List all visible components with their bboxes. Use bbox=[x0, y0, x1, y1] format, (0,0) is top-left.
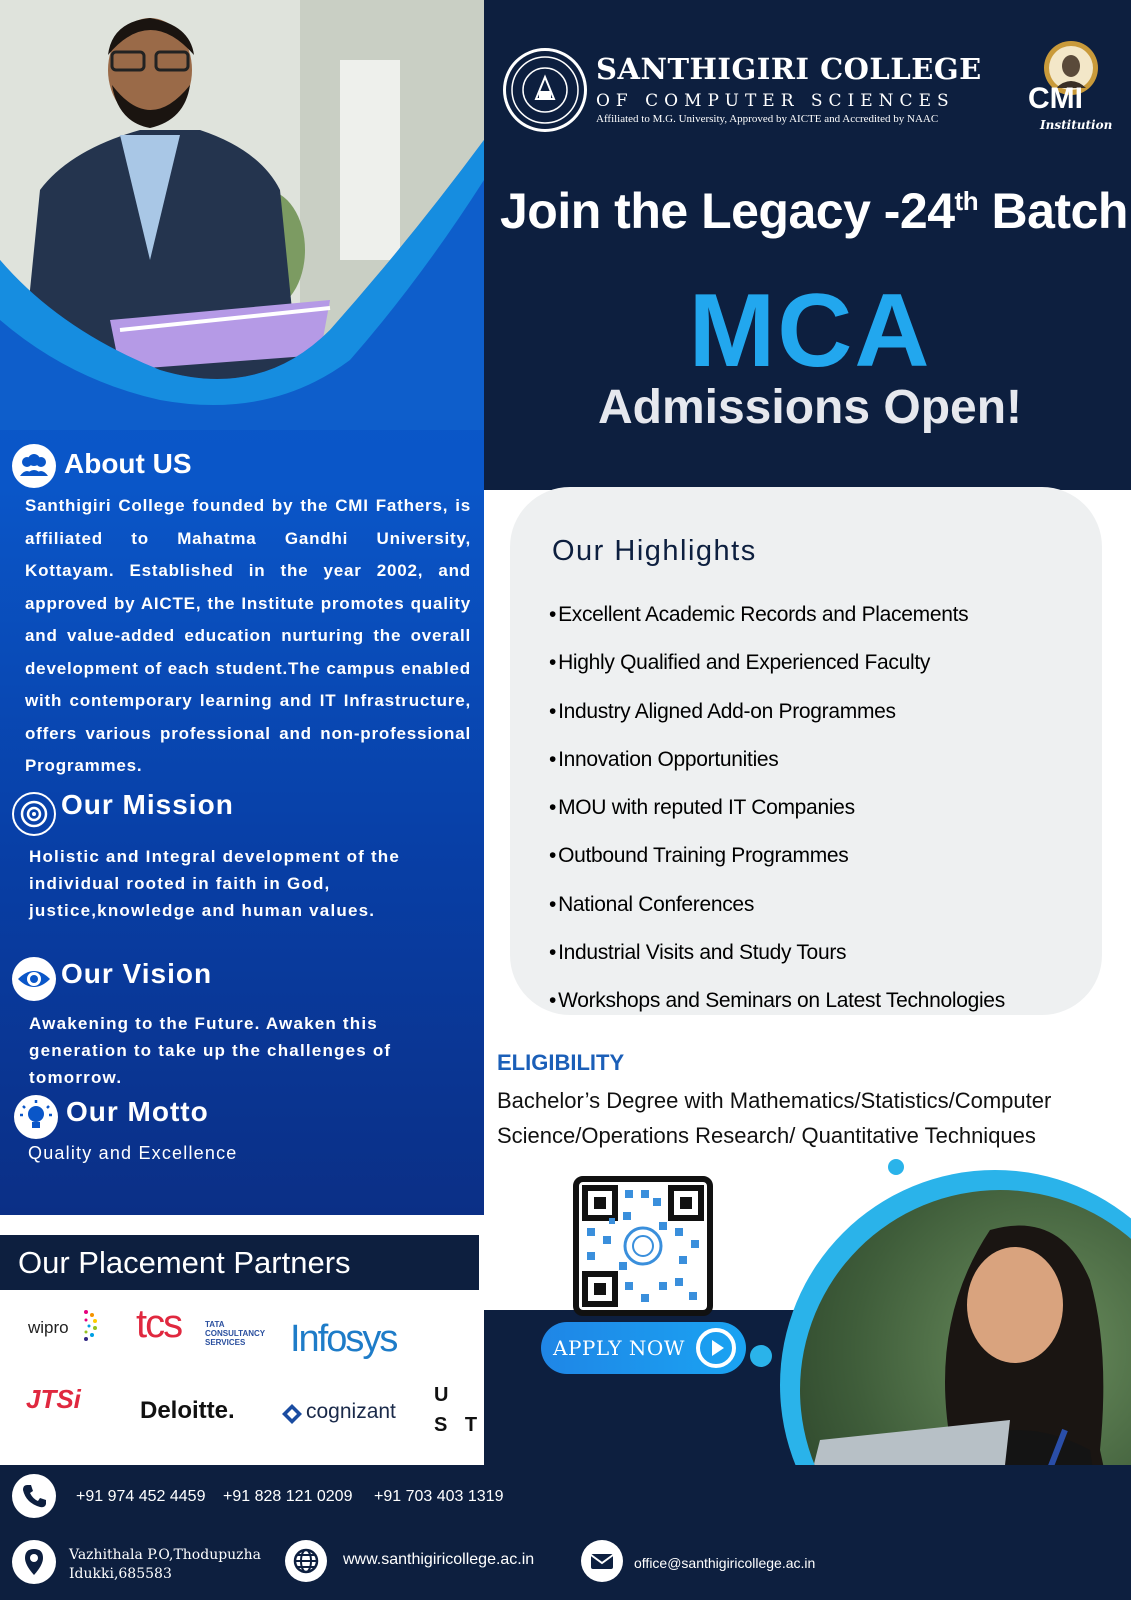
motto-text: Quality and Excellence bbox=[28, 1143, 238, 1163]
headline-suffix: Batch bbox=[978, 183, 1128, 239]
highlight-item: • National Conferences bbox=[549, 890, 1089, 938]
highlight-item: • Industry Aligned Add-on Programmes bbox=[549, 697, 1089, 745]
vision-text: Awakening to the Future. Awaken this generation to take up the challenges of tomorrow. bbox=[29, 1014, 392, 1087]
highlight-item: • Innovation Opportunities bbox=[549, 745, 1089, 793]
ust-logo-line1: U bbox=[434, 1384, 455, 1406]
cognizant-logo: cognizant bbox=[306, 1400, 396, 1423]
qr-code[interactable] bbox=[573, 1176, 713, 1316]
globe-icon bbox=[285, 1540, 327, 1582]
about-text: Santhigiri College founded by the CMI Fathers, is affiliated to Mahatma Gandhi University, Kottayam. Established in the year 2002, and approved by AICTE, the Institute promotes quality and value-added education nurturing the overall development of each student.The campus enabled with contemporary learning and IT Infrastructure, offers various professional and non-professional Programmes. bbox=[25, 496, 471, 775]
jtsi-logo: JTSi bbox=[26, 1384, 81, 1414]
motto-title: Our Motto bbox=[66, 1096, 209, 1127]
mail-icon bbox=[581, 1540, 623, 1582]
eye-icon bbox=[12, 957, 56, 1001]
address bbox=[69, 1546, 261, 1584]
target-icon bbox=[12, 792, 56, 836]
ust-logo-line2: S T bbox=[434, 1414, 484, 1436]
infosys-logo: Infosys bbox=[290, 1318, 397, 1360]
highlights-list bbox=[549, 600, 1089, 1035]
tcs-sub-1: TATA bbox=[205, 1320, 225, 1329]
email-link[interactable]: office@santhigiricollege.ac.in bbox=[634, 1555, 816, 1571]
tcs-logo-subtext bbox=[205, 1320, 265, 1347]
vision-title: Our Vision bbox=[61, 958, 213, 989]
highlight-item: • Excellent Academic Records and Placements bbox=[549, 600, 1089, 648]
mission-text: Holistic and Integral development of the individual rooted in faith in God, justice,knowledge and human values. bbox=[29, 847, 401, 920]
tcs-logo: tcs bbox=[136, 1302, 182, 1346]
deloitte-logo: Deloitte. bbox=[140, 1397, 235, 1424]
highlight-item: • Industrial Visits and Study Tours bbox=[549, 938, 1089, 986]
partners-title: Our Placement Partners bbox=[18, 1245, 351, 1280]
phone-3[interactable]: +91 703 403 1319 bbox=[374, 1488, 504, 1505]
tcs-sub-3: SERVICES bbox=[205, 1338, 246, 1347]
college-subtitle: OF COMPUTER SCIENCES bbox=[596, 91, 955, 111]
phone-2[interactable]: +91 828 121 0209 bbox=[223, 1488, 353, 1505]
blue-wave-overlay bbox=[0, 0, 484, 430]
phone-icon bbox=[12, 1474, 56, 1518]
admissions-open: Admissions Open! bbox=[597, 381, 1023, 434]
ust-logo bbox=[434, 1380, 483, 1440]
college-affiliation: Affiliated to M.G. University, Approved by AICTE and Accredited by NAAC bbox=[596, 113, 939, 125]
program-name: MCA bbox=[688, 273, 932, 389]
highlight-item: • Highly Qualified and Experienced Faculty bbox=[549, 648, 1089, 696]
lightbulb-icon bbox=[14, 1095, 58, 1139]
headline-superscript: th bbox=[954, 186, 979, 216]
highlight-item: • Outbound Training Programmes bbox=[549, 841, 1089, 889]
cmi-logo-subtext: Institution bbox=[1040, 118, 1113, 132]
users-icon bbox=[12, 444, 56, 488]
cmi-logo-text: CMI bbox=[1028, 82, 1083, 115]
address-line2: Idukki,685583 bbox=[69, 1566, 172, 1582]
college-name: SANTHIGIRI COLLEGE bbox=[596, 52, 982, 86]
headline bbox=[500, 182, 1128, 240]
tcs-sub-2: CONSULTANCY bbox=[205, 1329, 266, 1338]
wipro-logo: wipro bbox=[28, 1318, 69, 1337]
decor-dot bbox=[888, 1159, 904, 1175]
mission-title: Our Mission bbox=[61, 789, 234, 820]
phone-1[interactable]: +91 974 452 4459 bbox=[76, 1488, 206, 1505]
wipro-dots-icon bbox=[72, 1308, 100, 1344]
highlight-item: • MOU with reputed IT Companies bbox=[549, 793, 1089, 841]
decor-dot bbox=[750, 1345, 772, 1367]
address-line1: Vazhithala P.O,Thodupuzha bbox=[69, 1547, 261, 1563]
college-seal bbox=[503, 48, 587, 132]
apply-now-button[interactable] bbox=[541, 1322, 746, 1374]
play-icon bbox=[696, 1328, 736, 1368]
highlight-item: • Workshops and Seminars on Latest Technologies bbox=[549, 986, 1089, 1034]
eligibility-title: ELIGIBILITY bbox=[497, 1050, 625, 1075]
apply-now-label: APPLY NOW bbox=[553, 1336, 685, 1360]
cognizant-icon bbox=[280, 1402, 304, 1426]
website-link[interactable]: www.santhigiricollege.ac.in bbox=[343, 1551, 535, 1568]
highlights-title: Our Highlights bbox=[552, 535, 757, 567]
location-pin-icon bbox=[12, 1540, 56, 1584]
headline-prefix: Join the Legacy -24 bbox=[500, 183, 955, 239]
eligibility-text: Bachelor’s Degree with Mathematics/Statistics/Computer Science/Operations Research/ Quantitative Techniques bbox=[497, 1088, 1052, 1148]
about-title: About US bbox=[64, 448, 192, 479]
